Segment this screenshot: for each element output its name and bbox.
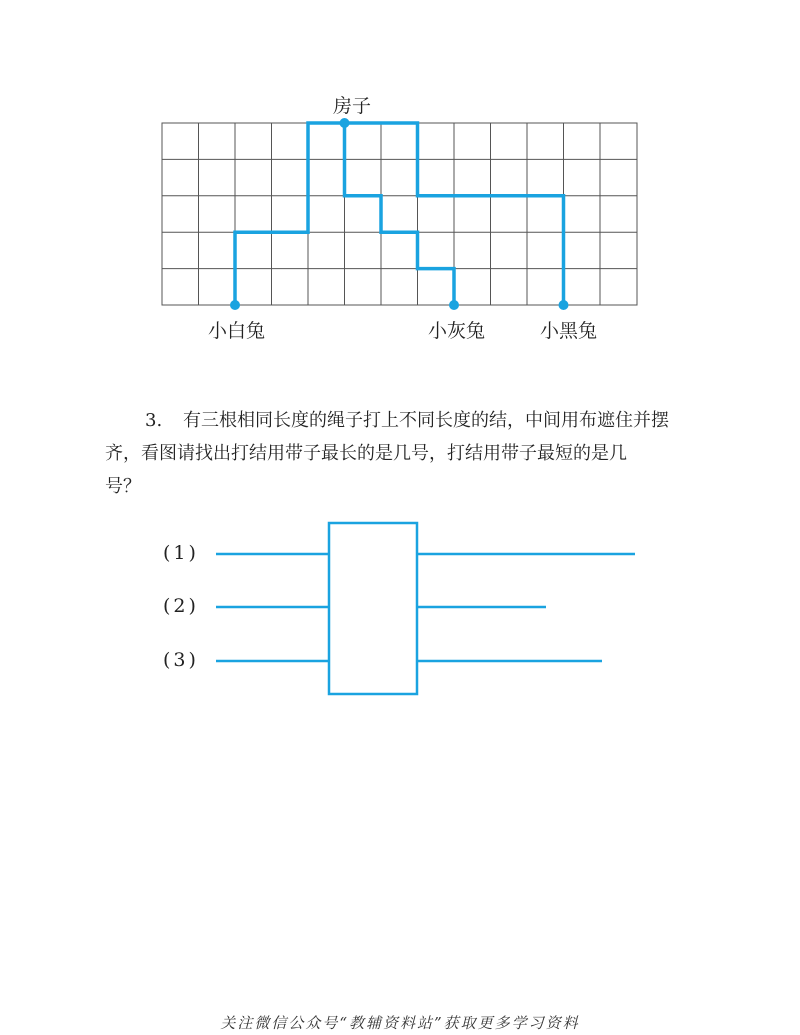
gray-rabbit-path bbox=[345, 123, 455, 305]
question-line-2: 齐，看图请找出打结用带子最长的是几号，打结用带子最短的是几 bbox=[105, 443, 627, 464]
black-rabbit-dot bbox=[559, 300, 569, 310]
question-3 bbox=[105, 404, 705, 503]
question-line-3: 号？ bbox=[105, 476, 141, 497]
gray-rabbit-label: 小灰兔 bbox=[428, 320, 486, 342]
house-label: 房子 bbox=[333, 95, 372, 117]
rope-label-3: (3) bbox=[163, 649, 199, 671]
footer-note: 关注微信公众号“教辅资料站”获取更多学习资料 bbox=[220, 1014, 580, 1032]
cloth-box bbox=[329, 523, 417, 694]
white-rabbit-path bbox=[235, 123, 345, 305]
house-dot bbox=[340, 118, 350, 128]
question-line-1: 3. 有三根相同长度的绳子打上不同长度的结，中间用布遮住并摆 bbox=[105, 404, 705, 437]
white-rabbit-dot bbox=[230, 300, 240, 310]
question-number: 3. bbox=[145, 410, 163, 431]
rope-label-2: (2) bbox=[163, 595, 199, 617]
white-rabbit-label: 小白兔 bbox=[208, 320, 266, 342]
rope-figure bbox=[0, 500, 800, 710]
black-rabbit-label: 小黑兔 bbox=[540, 320, 598, 342]
rope-label-1: (1) bbox=[163, 542, 199, 564]
gray-rabbit-dot bbox=[449, 300, 459, 310]
grid-path-figure bbox=[0, 0, 800, 360]
